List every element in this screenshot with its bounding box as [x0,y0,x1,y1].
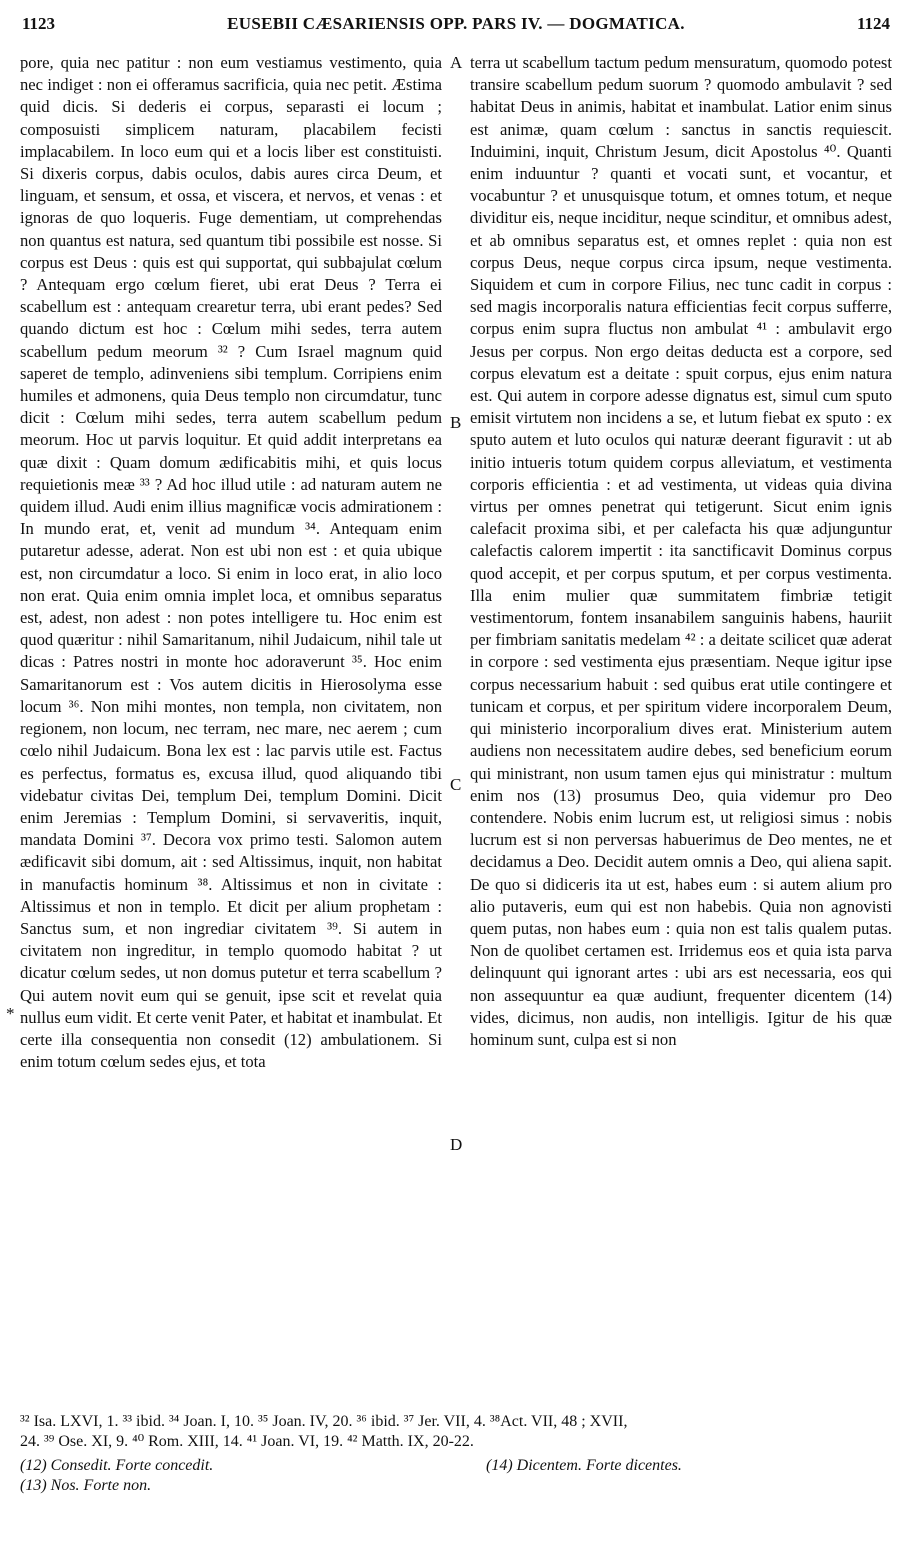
right-column-text: terra ut scabellum tactum pedum mensuratum, quomodo potest transire scabellum pedum suorum ? quomodo ambulavit ? sed habitat Deus in animis, habitat et inambulat. Latior enim sinus est animæ, quam cœlum : sanctus in sanctis requiescit. Induimini, inquit, Christum Jesum, dicit Apostolus ⁴⁰. Quanti enim induuntur ? quanti et vocati sunt, et vocantur, et vocabuntur ? et unusquisque totum, et omnes totum, et neque dividitur eis, neque inciditur, neque scinditur, et omnibus adest, et ab omnibus separatus est, et omnes replet : quia non est corpus Deus, neque corpus circa ipsum, neque vestimenta. Siquidem et cum in corpore Filius, nec tunc cadit in corpus : sed magis incorporalis natura efficientias fecit corpus sufferre, corpus enim supra fluctus non ambulat ⁴¹ : ambulavit ergo Jesus per corpus. Non ergo deitas deducta est a corpore, sed corpus elevatum est a deitate : spuit corpus, ejus enim natura est. Qui autem in corpore adesse dignatus est, simul cum sputo emisit virtutem non incidens a se, et lutum fiebat ex sputo : ex sputo autem et luto oculos qui naturæ deerant figuravit : ut ab initio intueris totum quidem corpus alleviatum, et vestimenta corporis efficientia : et ad vestimenta, ut videas quia divina virtus per omnes penetrat qui tetigerunt. Sicut enim ignis calefacit proxima sibi, et per calefacta his quæ adjunguntur calefactis calorem impertit : ita sanctificavit Dominus corpus quod accepit, et per corpus sputum, et per corpus vestimenta. Illa enim mulier quæ summitatem fimbriæ tetigit vestimentorum, fontem insanabilem sanguinis habens, hauriit per fimbriam sanitatis medelam ⁴² : a deitate scilicet quæ aderat in corpore : sed vestimenta ejus præsentiam. Neque igitur ipse corpus necessarium habuit : sed quibus erat utile contingere et tunicam et corpus, et per spiritum videre incorporalem Deum, qui ministerio incorporalium dives erat. Ministerium autem audiens non necessitatem audire debes, sed beneficium eorum qui ministrant, non usum tamen ejus qui ministratur : multum enim nos (13) prosumus Deo, quia videmur pro Deo contendere. Nobis enim lucrum est, ut religiosi simus : nobis lucrum est si non perversas habuerimus de Deo mentes, ne et decidamus a Deo. Decidit autem omnis a Deo, qui aliena sapit. De quo si didiceris ita ut est, habes eum : si autem alium pro alio putaveris, eum qui est non habebis. Quia non agnovisti quem putas, non habes eum : quia non est talis qualem putas. Non de quolibet certamen est. Irridemus eos et quia ista parva delinquunt qui ignorant artes : ubi ars est necessaria, eos qui non assequuntur ea quæ audiunt, frequenter dicentem (14) vides, dicimus, non audis, non intelligis. Igitur de his quæ hominum sunt, culpa est si non [470,53,892,1049]
editorial-note-14: (14) Dicentem. Forte dicentes. [486,1457,682,1474]
footnotes-line-2: 24. ³⁹ Ose. XI, 9. ⁴⁰ Rom. XIII, 14. ⁴¹ Joan. VI, 19. ⁴² Matth. IX, 20-22. [20,1433,474,1450]
running-header [22,14,890,40]
margin-asterisk: * [6,1004,15,1023]
right-column [470,52,892,1051]
editorial-note-12: (12) Consedit. Forte concedit. [20,1457,214,1474]
margin-letter-b: B [450,413,462,432]
page-number-right: 1124 [856,14,890,33]
page-number-left: 1123 [22,14,56,33]
left-column-text: pore, quia nec patitur : non eum vestiamus vestimento, quia nec indiget : non ei offeramus sacrificia, quia nec petit. Æstima quid dicis. Si dederis ei corpus, separasti ei locum ; composuisti simplicem naturam, placabilem fecisti implacabilem. In loco eum qui et a locis liber est constituisti. Si dixeris corpus, dabis oculos, dabis aures circa Deum, et linguam, et sensum, et ossa, et viscera, et nervos, et venas : et ignoras de quo loqueris. Fuge dementiam, ut comprehendas non quantus est natura, sed quantum tibi possibile est nosse. Si corpus est Deus : quis est qui supportat, qui subbajulat cœlum ? Antequam ergo cœlum fieret, ubi erat Deus ? Terra ei scabellum est : antequam crearetur terra, ubi erant pedes? Sed quando dictum est hoc : Cœlum mihi sedes, terra autem scabellum pedum meorum ³² ? Cum Israel magnum quid saperet de templo, adinveniens sibi templum. Corripiens enim humiles et admonens, quia Deus templo non circumdatur, tunc dicit : Cœlum mihi sedes, terra autem scabellum pedum meorum. Hoc ut parvis loquitur. Et quid addit interpretans ea quæ dixit : Quam domum ædificabitis mihi, et quis locus requietionis meæ ³³ ? Ad hoc illud utile : ad naturam autem ne quidem illud. Audi enim illius magnificæ vocis admirationem : In mundo erat, et, venit ad mundum ³⁴. Antequam enim putaretur adesse, aderat. Non est ubi non est : et quia ubique est, non circumdatur a loco. Si enim in loco erat, in alio loco non erat. Quia enim omnia implet loca, et omnibus separatus est, adest, non adest : non potes intelligere tu. Hoc enim est quod quæritur : nihil Samaritanum, nihil Judaicum, nihil tale ut dicas : Patres nostri in monte hoc adoraverunt ³⁵. Hoc enim Samaritanorum est : Vos autem dicitis in Hierosolyma esse locum ³⁶. Non mihi montes, non templa, non civitatem, non regionem, non locum, nec terram, nec mare, nec aerem ; cum cœlo nihil Judaicum. Bona lex est : lac parvis utile est. Factus es perfectus, formatus es, excusa illud, quod aliquando tibi videbatur civitas Dei, templum Dei, templum Domini. Dicit enim Jeremias : Templum Domini, si servaveritis, inquit, mandata Domini ³⁷. Decora vox primo testi. Salomon autem ædificavit sibi domum, ait : sed Altissimus, inquit, non habitat in manufactis hominum ³⁸. Altissimus et non in civitate : Altissimus et non in templo. Et dicit per alium prophetam : Sanctus sum, et non ingrediar civitatem ³⁹. Si autem in civitatem non ingreditur, in templo quomodo habitat ? ut dicatur cœlum sedes, ut non domus putetur et terra scabellum ? Qui autem novit eum qui se genuit, ipse scit et revelat quia nullus eum vidit. Et certe venit Pater, et habitat et inambulat. Et certe illa consequentia non consedit (12) ambulationem. Si enim totum cœlum sedes ejus, et tota [20,53,442,1072]
margin-letter-d: D [450,1135,463,1154]
editorial-note-13: (13) Nos. Forte non. [20,1477,152,1494]
left-column [20,52,442,1073]
margin-letter-a: A [450,53,463,72]
running-title: EUSEBII CÆSARIENSIS OPP. PARS IV. — DOGMATICA. [227,14,685,33]
footnotes-line-1: ³² Isa. LXVI, 1. ³³ ibid. ³⁴ Joan. I, 10. ³⁵ Joan. IV, 20. ³⁶ ibid. ³⁷ Jer. VII, 4. ³⁸Act. VII, 48 ; XVII, [20,1413,628,1430]
margin-letter-c: C [450,775,462,794]
